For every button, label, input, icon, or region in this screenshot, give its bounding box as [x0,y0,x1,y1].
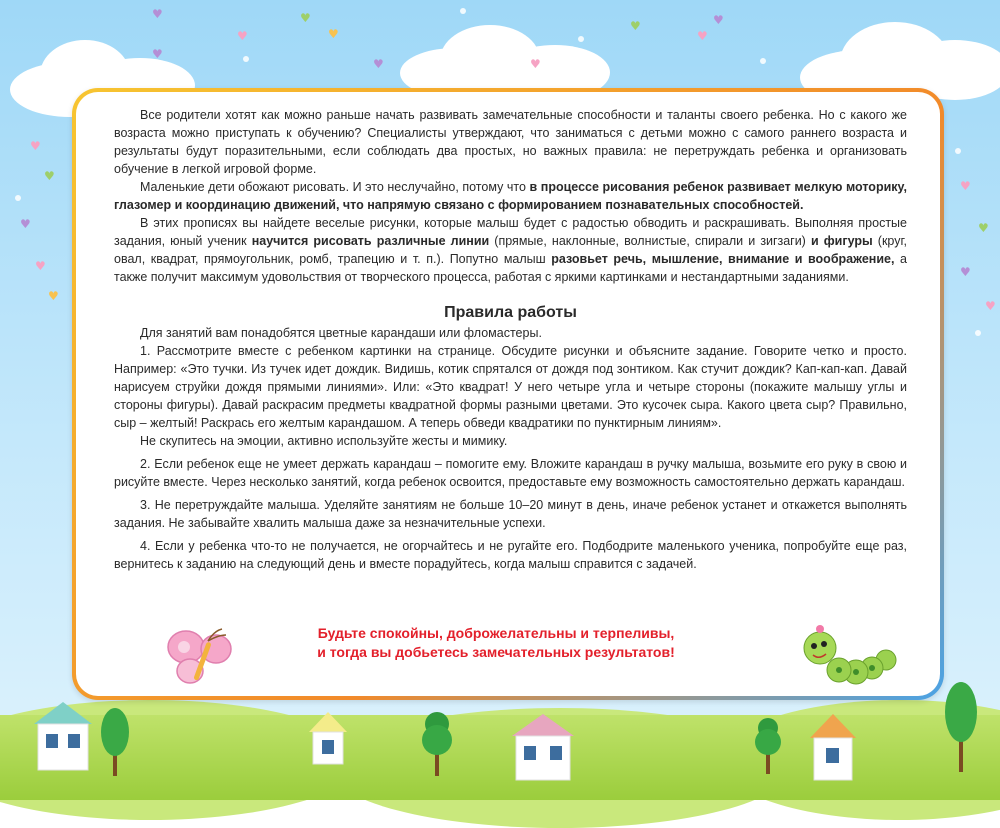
rules-title: Правила работы [444,304,577,321]
tree-icon [752,716,784,774]
final-line-2: и тогда вы добьетесь замечательных результатов! [317,644,675,660]
tree-icon [98,706,132,776]
content-panel [72,88,944,700]
rule-2: 2. Если ребенок еще не умеет держать карандаш – помогите ему. Вложите карандаш в ручку малыша, возьмите его руку в свою и рисуйте вместе. Через несколько занятий, когда ребенок освоится, предоставьте ему возможность самостоятельно держать карандаш. [114,457,907,489]
tree-icon [943,680,979,772]
intro-paragraph-2: Маленькие дети обожают рисовать. И это неслучайно, потому что в процессе рисования ребенок развивает мелкую моторику, глазомер и координацию движений, что напрямую связано с формированием познавательных способностей. [114,180,908,212]
butterfly-icon [164,627,240,691]
tree-icon [418,710,456,776]
intro-paragraph-3: В этих прописях вы найдете веселые рисунки, которые малыш будет с радостью обводить и раскрашивать. Выполняя простые задания, юный ученик научится рисовать различные линии (прямые, наклонные, волнистые, спирали и зигзаги) и фигуры (круг, овал, квадрат, прямоугольник, ромб, трапецию и т. п.). Попутно малыш разовьет речь, мышление, внимание и воображение, а также получит максимум удовольствия от творческого процесса, работая с яркими картинками и нестандартными заданиями. [114,216,907,284]
caterpillar-icon [798,620,898,692]
final-line-1: Будьте спокойны, доброжелательны и терпеливы, [317,625,675,641]
text-content [114,106,907,573]
rule-1-tail: Не скупитесь на эмоции, активно используйте жесты и мимику. [140,434,508,448]
rule-4: 4. Если у ребенка что-то не получается, не огорчайтесь и не ругайте его. Подбодрите маленького ученика, попробуйте еще раз, вернитесь к заданию на следующий день и вместе порадуйтесь, когда малыш справится с задачей. [114,539,907,571]
house-icon [808,712,858,782]
final-message [266,624,726,662]
house-icon [32,700,94,772]
rule-3: 3. Не перетруждайте малыша. Уделяйте занятиям не больше 10–20 минут в день, иначе ребенок устанет и откажется выполнять задания. Не забывайте хвалить малыша даже за незначительные успехи. [114,498,907,530]
house-icon [510,712,576,782]
rules-lead: Для занятий вам понадобятся цветные карандаши или фломастеры. [140,326,542,340]
house-icon [307,710,349,766]
rule-1: 1. Рассмотрите вместе с ребенком картинки на странице. Обсудите рисунки и объясните задание. Говорите четко и просто. Например: «Это тучки. Из тучек идет дождик. Видишь, котик спрятался от дождя под зонтиком. Как стучит дождик? Кап-кап-кап. Давай нарисуем струйки дождя прямыми линиями». Или: «Это квадрат! У него четыре угла и четыре стороны (покажите малышу углы и стороны фигуры). Давай раскрасим предметы квадратной формы разными цветами. Это кусочек сыра. Какого цвета сыр? Правильно, сыр – желтый! Раскрась его желтым карандашом. А теперь обведи квадратики по пунктирным линиям». [114,344,907,430]
intro-paragraph-1: Все родители хотят как можно раньше начать развивать замечательные способности и таланты своего ребенка. Но с какого же возраста можно приступать к обучению? Специалисты утверждают, что заниматься с детьми можно с самого раннего возраста и результаты будут поразительными, если соблюдать два простых, но важных правила: не перетруждать ребенка и организовать обучение в легкой игровой форме. [114,108,907,176]
